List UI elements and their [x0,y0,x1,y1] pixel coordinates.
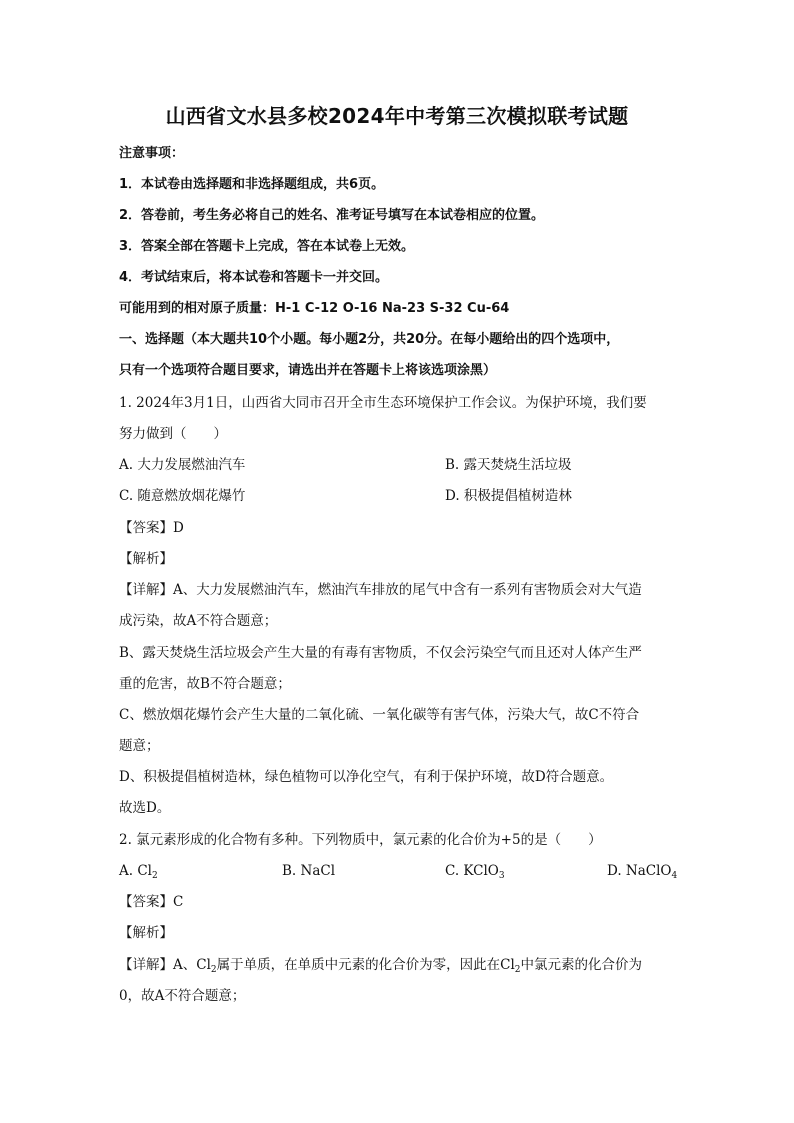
option-c-text: C. KClO [445,863,499,879]
detail-line: 故选D。 [119,800,171,816]
question-stem: 2. 氯元素形成的化合物有多种。下列物质中，氯元素的化合价为+5的是（ ） [119,832,602,848]
note-item: 3．答案全部在答题卡上完成，答在本试卷上无效。 [119,239,415,254]
option-d [607,861,677,886]
subscript: 4 [671,871,678,881]
note-item: 2．答卷前，考生务必将自己的姓名、准考证号填写在本试卷相应的位置。 [119,208,545,223]
atomic-masses: 可能用到的相对原子质量：H-1 C-12 O-16 Na-23 S-32 Cu-64 [119,301,510,316]
note-item: 4．考试结束后，将本试卷和答题卡一并交回。 [119,270,389,285]
section-heading: 一、选择题（本大题共10个小题。每小题2分，共20分。在每小题给出的四个选项中， [119,332,620,347]
analysis-label: 【解析】 [119,925,173,941]
detail-line: 重的危害，故B不符合题意； [119,676,291,692]
option-c [445,861,505,886]
subscript: 2 [514,965,521,975]
detail-text: 属于单质，在单质中元素的化合价为零，因此在Cl [216,957,515,973]
detail-line: 【详解】A、大力发展燃油汽车，燃油汽车排放的尾气中含有一系列有害物质会对大气造 [119,582,642,598]
note-item: 1．本试卷由选择题和非选择题组成，共6页。 [119,177,385,192]
detail-line: 成污染，故A不符合题意； [119,613,278,629]
option-a [119,861,158,886]
detail-line: 0，故A不符合题意； [119,988,246,1004]
analysis-label: 【解析】 [119,551,173,567]
option-c: C. 随意燃放烟花爆竹 [119,488,246,504]
detail-line: B、露天焚烧生活垃圾会产生大量的有毒有害物质，不仅会污染空气而且还对人体产生严 [119,645,642,661]
subscript: 2 [210,965,217,975]
section-heading-cont: 只有一个选项符合题目要求，请选出并在答题卡上将该选项涂黑） [119,363,497,378]
subscript: 2 [151,871,158,881]
page-title: 山西省文水县多校2024年中考第三次模拟联考试题 [165,104,629,128]
question-stem: 1. 2024年3月1日，山西省大同市召开全市生态环境保护工作会议。为保护环境，我们要 [119,395,647,411]
option-a-text: A. Cl [119,863,152,879]
option-b: B. NaCl [282,863,336,879]
option-d-text: D. NaClO [607,863,672,879]
detail-text: 【详解】A、Cl [119,957,211,973]
detail-line: 题意； [119,738,160,754]
question-stem-cont: 努力做到（ ） [119,426,227,442]
notes-heading: 注意事项： [119,146,185,161]
detail-line: C、燃放烟花爆竹会产生大量的二氧化硫、一氧化碳等有害气体，污染大气，故C不符合 [119,707,640,723]
answer-label: 【答案】C [119,894,184,910]
detail-text: 中氯元素的化合价为 [520,957,643,973]
option-d: D. 积极提倡植树造林 [445,488,572,504]
detail-line: D、积极提倡植树造林，绿色植物可以净化空气，有利于保护环境，故D符合题意。 [119,769,614,785]
answer-label: 【答案】D [119,520,184,536]
option-a: A. 大力发展燃油汽车 [119,457,246,473]
detail-line [119,955,642,980]
subscript: 3 [498,871,505,881]
option-b: B. 露天焚烧生活垃圾 [445,457,572,473]
